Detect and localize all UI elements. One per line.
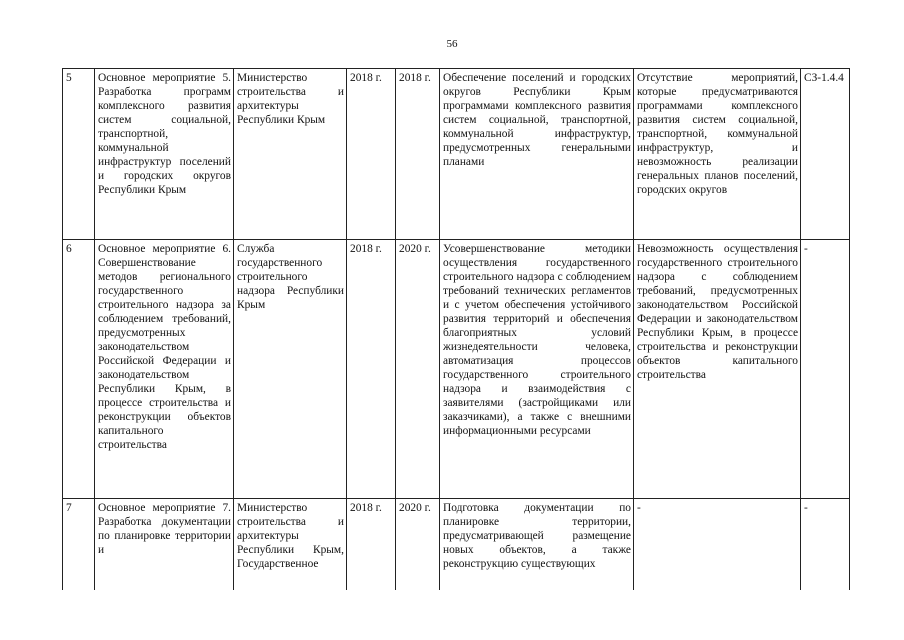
- measure-cell: Основное мероприятие 7. Разработка документации по планировке территории и: [95, 499, 234, 591]
- consequences-cell: Невозможность осуществления государственного строительного надзора с соблюдением требований, предусмотренных законодательством Российской Федерации и законодательством Республики Крым, в процессе строительства и реконструкции объектов капитального строительства: [634, 240, 801, 499]
- row-number: 6: [63, 240, 95, 499]
- row-number: 5: [63, 69, 95, 240]
- page-number: 56: [446, 38, 458, 50]
- row-number: 7: [63, 499, 95, 591]
- executor-cell: Министерство строительства и архитектуры Республики Крым: [234, 69, 347, 240]
- result-cell: Усовершенствование методики осуществления государственного строительного надзора с соблюдением требований технических регламентов и с учетом обеспечения устойчивого развития территорий и обеспечения благоприятных условий жизнедеятельности человека, автоматизация процессов государственного строительного надзора и взаимодействия с заявителями (застройщиками или заказчиками), а также с внешними информационными ресурсами: [440, 240, 634, 499]
- result-cell: Обеспечение поселений и городских округов Республики Крым программами комплексного развития систем социальной, транспортной, коммунальной инфраструктур, предусмотренных генеральными планами: [440, 69, 634, 240]
- measure-cell: Основное мероприятие 6. Совершенствование методов регионального государственного строительного надзора за соблюдением требований, предусмотренных законодательством Российской Федерации и законодательством Республики Крым, в процессе строительства и реконструкции объектов капитального строительства: [95, 240, 234, 499]
- activities-table: [62, 68, 850, 590]
- end-year-cell: 2020 г.: [396, 240, 440, 499]
- link-cell: -: [801, 240, 850, 499]
- start-year-cell: 2018 г.: [347, 499, 396, 591]
- link-cell: СЗ-1.4.4: [801, 69, 850, 240]
- table-row: [63, 69, 850, 240]
- end-year-cell: 2020 г.: [396, 499, 440, 591]
- measure-cell: Основное мероприятие 5. Разработка программ комплексного развития систем социальной, транспортной, коммунальной инфраструктур поселений и городских округов Республики Крым: [95, 69, 234, 240]
- link-cell: -: [801, 499, 850, 591]
- start-year-cell: 2018 г.: [347, 240, 396, 499]
- consequences-cell: Отсутствие мероприятий, которые предусматриваются программами комплексного развития систем социальной, транспортной, коммунальной инфраструктур, и невозможность реализации генеральных планов поселений, городских округов: [634, 69, 801, 240]
- consequences-cell: -: [634, 499, 801, 591]
- table-row: [63, 499, 850, 591]
- executor-cell: Служба государственного строительного надзора Республики Крым: [234, 240, 347, 499]
- result-cell: Подготовка документации по планировке территории, предусматривающей размещение новых объектов, а также реконструкцию существующих: [440, 499, 634, 591]
- table-row: [63, 240, 850, 499]
- executor-cell: Министерство строительства и архитектуры Республики Крым, Государственное: [234, 499, 347, 591]
- end-year-cell: 2018 г.: [396, 69, 440, 240]
- start-year-cell: 2018 г.: [347, 69, 396, 240]
